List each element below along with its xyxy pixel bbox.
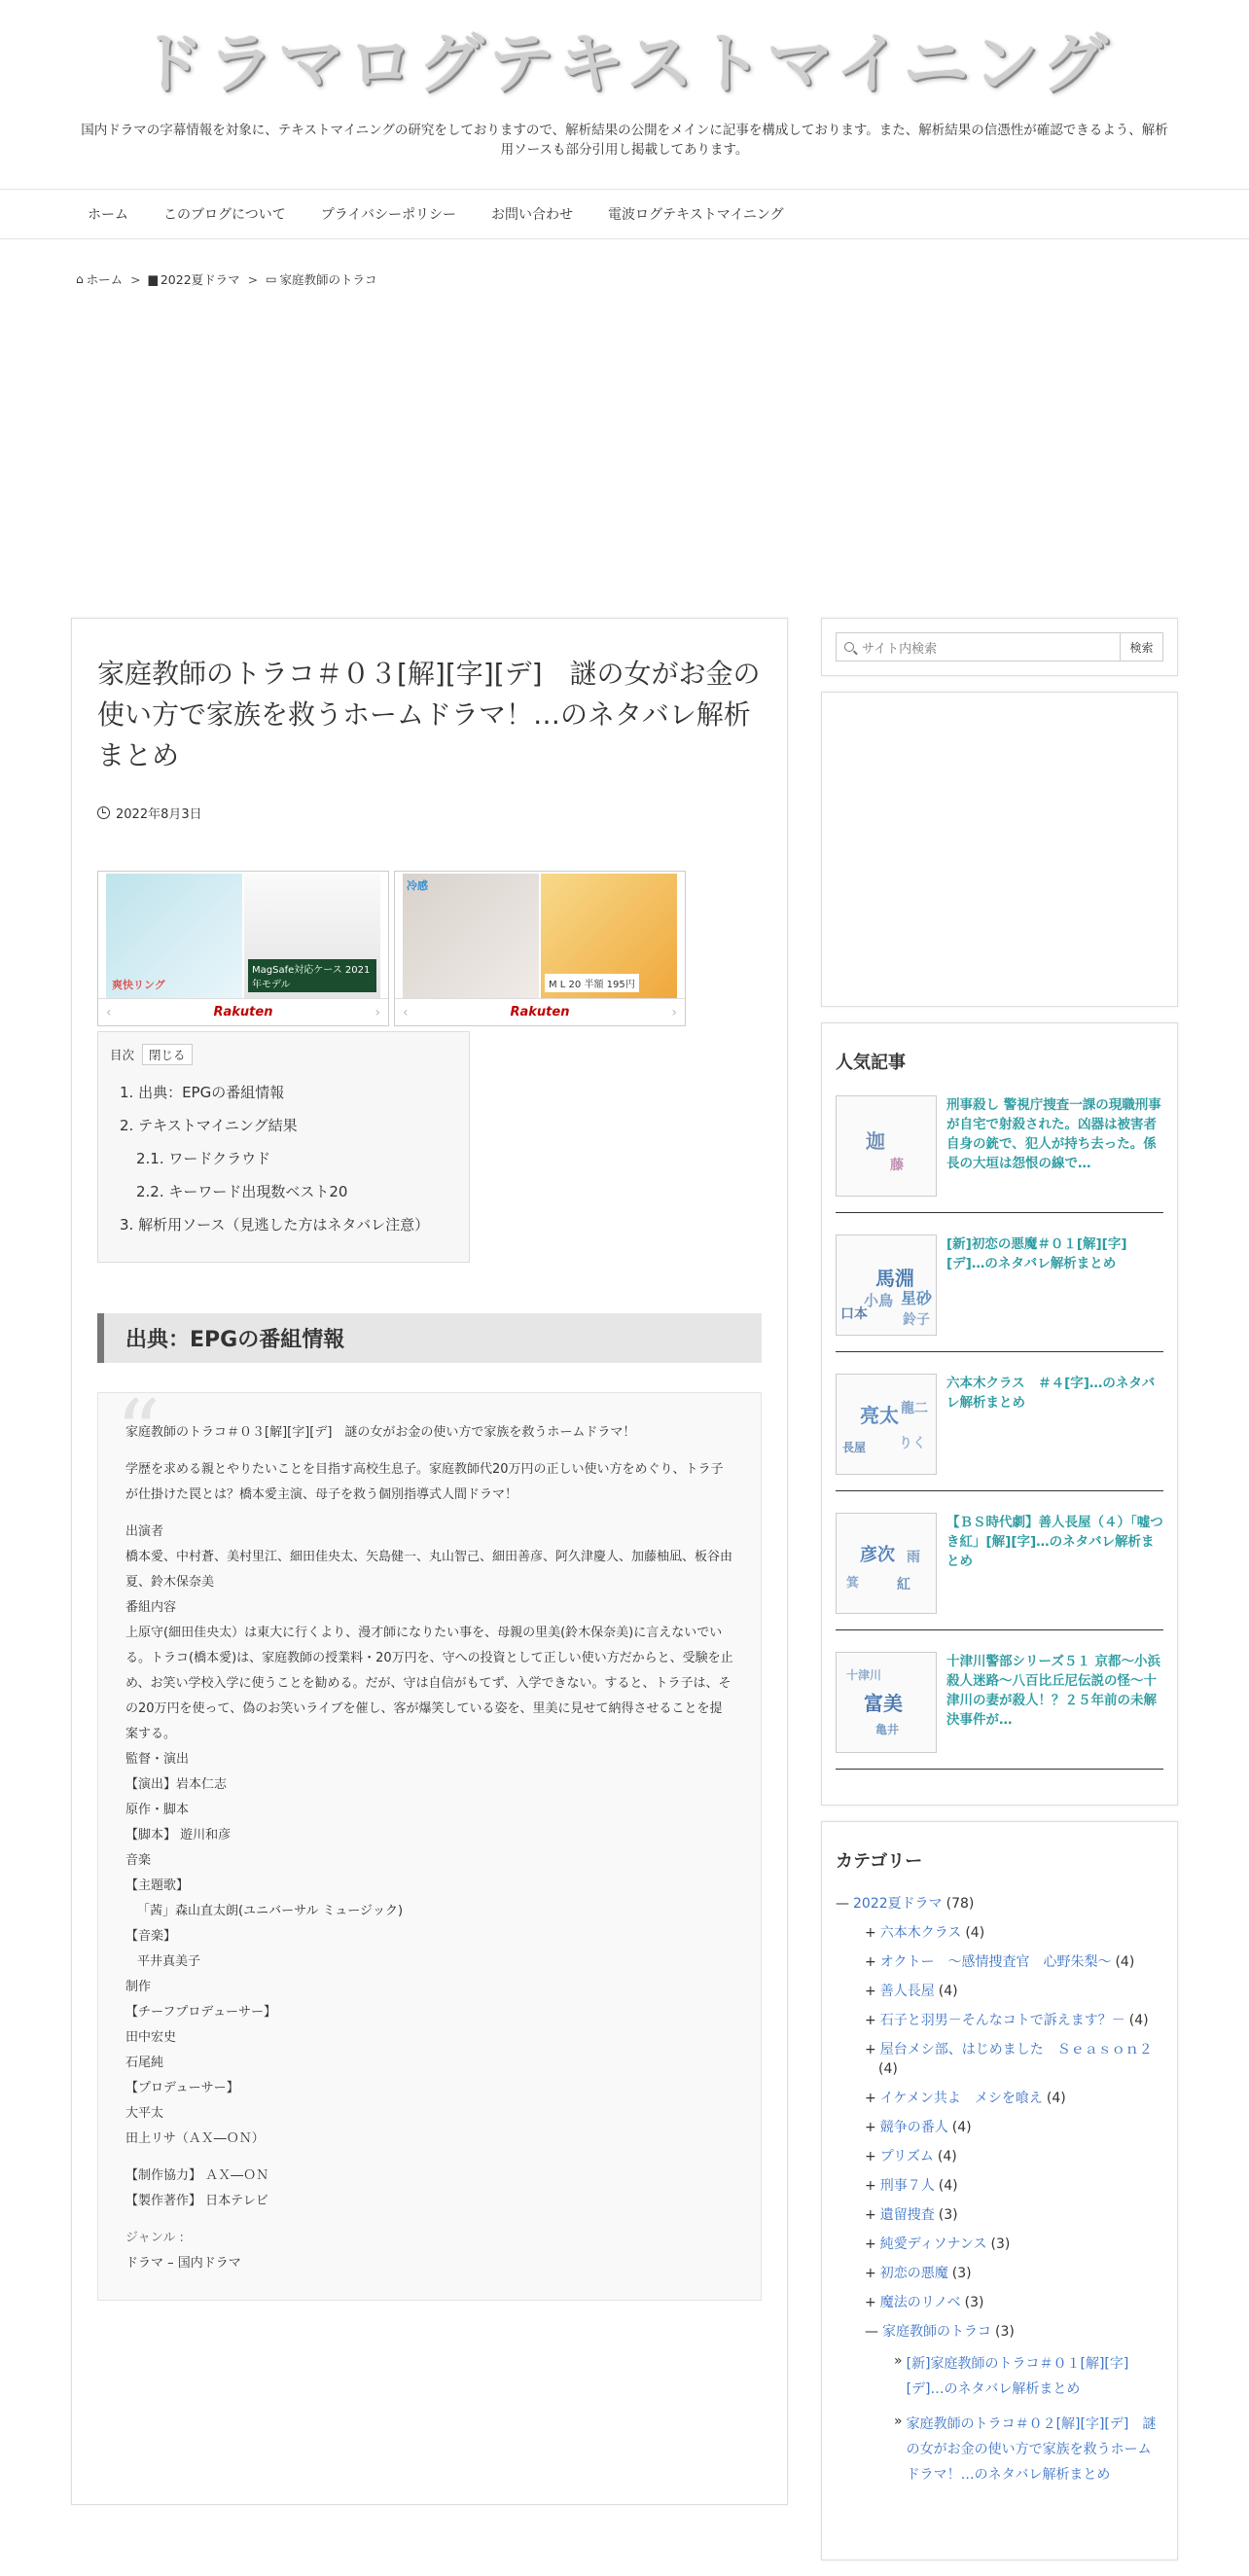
search-form — [836, 632, 1163, 662]
category-count: (3) — [964, 2295, 984, 2310]
cloud-word: 星砂 — [901, 1289, 933, 1307]
wordcloud-thumbnail[interactable] — [836, 1652, 937, 1753]
cloud-word: 鈴子 — [903, 1312, 930, 1328]
site-logo[interactable]: ドラマログテキストマイニング — [137, 25, 1112, 103]
wordcloud-thumbnail[interactable] — [836, 1513, 937, 1614]
category-post[interactable] — [836, 2412, 1163, 2487]
ad-banners — [97, 871, 762, 1026]
double-chevron-icon: » — [894, 2414, 903, 2429]
breadcrumb-category[interactable]: 2022夏ドラマ — [160, 272, 240, 287]
expand-icon[interactable]: + — [865, 2236, 876, 2252]
category-item[interactable] — [836, 2293, 1163, 2312]
expand-icon[interactable]: + — [865, 2207, 876, 2223]
epg-line: 音楽 — [125, 1853, 152, 1868]
popular-item-title[interactable]: [新]初恋の悪魔＃０１[解][字][デ]…のネタバレ解析まとめ — [946, 1236, 1127, 1271]
category-item[interactable] — [836, 2040, 1163, 2079]
nav-about[interactable]: このブログについて — [163, 207, 286, 223]
category-link[interactable]: 初恋の悪魔 — [879, 2266, 948, 2281]
category-item[interactable] — [836, 2118, 1163, 2137]
category-count: (4) — [1128, 2013, 1149, 2028]
category-item[interactable] — [836, 1923, 1163, 1943]
popular-item-title[interactable]: 【ＢＳ時代劇】善人長屋（４）「嘘つき紅」[解][字]…のネタバレ解析まとめ — [946, 1515, 1163, 1569]
ad-image-supplement[interactable] — [541, 874, 677, 998]
epg-line: 【主題歌】 — [125, 1878, 190, 1893]
breadcrumb-separator: > — [130, 271, 141, 287]
epg-details — [125, 1520, 733, 2152]
epg-production — [125, 2164, 733, 2214]
rakuten-logo: Rakuten — [510, 1005, 570, 1020]
nav-privacy[interactable]: プライバシーポリシー — [320, 207, 457, 223]
chevron-right-icon[interactable]: › — [375, 1004, 380, 1020]
category-link[interactable]: 屋台メシ部、はじめました Ｓｅａｓｏｎ２ — [879, 2042, 1153, 2057]
category-count: (4) — [951, 2120, 972, 2135]
clock-icon — [97, 806, 110, 819]
ad-caption: MagSafe対応ケース 2021年モデル — [248, 959, 376, 992]
epg-line: 「茜」森山直太朗(ユニバーサル ミュージック) — [137, 1904, 404, 1918]
epg-summary: 学歴を求める親とやりたいことを目指す高校生息子。家庭教師代20万円の正しい使い方をめぐり、トラ子が仕掛けた罠とは？橋本愛主演、母子を救う個別指導式人間ドラマ！ — [125, 1462, 724, 1502]
wordcloud-thumbnail[interactable] — [836, 1374, 937, 1475]
epg-genre — [125, 2226, 733, 2276]
popular-item[interactable] — [836, 1234, 1163, 1352]
article-title: 家庭教師のトラコ＃０３[解][字][デ] 謎の女がお金の使い方で家族を救うホームドラマ！…のネタバレ解析まとめ — [97, 658, 761, 771]
category-item[interactable] — [836, 2011, 1163, 2030]
category-item[interactable] — [836, 1952, 1163, 1972]
category-title: カテゴリー — [836, 1851, 923, 1872]
popular-item[interactable] — [836, 1095, 1163, 1213]
toc-item[interactable]: 2.2. キーワード出現数ベスト20 — [136, 1183, 348, 1200]
wordcloud-thumbnail[interactable] — [836, 1095, 937, 1197]
category-link[interactable]: 競争の番人 — [879, 2120, 948, 2135]
epg-line: 【演出】岩本仁志 — [125, 1777, 228, 1792]
search-placeholder: サイト内検索 — [862, 641, 938, 657]
breadcrumb-separator: > — [247, 271, 259, 287]
epg-line: 制作 — [125, 1980, 152, 1994]
category-list — [836, 1894, 1163, 2487]
expand-icon[interactable]: + — [865, 2149, 876, 2165]
home-icon: ⌂ — [76, 272, 84, 286]
cloud-word: 長屋 — [842, 1441, 867, 1454]
category-item[interactable] — [836, 2089, 1163, 2108]
cloud-word: 藤 — [890, 1158, 904, 1173]
popular-title: 人気記事 — [836, 1053, 906, 1073]
toc-item[interactable]: 2.1. ワードクラウド — [136, 1150, 271, 1167]
cloud-word: 亮太 — [860, 1404, 899, 1427]
search-input[interactable] — [836, 632, 1121, 662]
toc-item[interactable]: 3. 解析用ソース（見逃した方はネタバレ注意） — [120, 1216, 430, 1234]
category-link[interactable]: 善人長屋 — [879, 1984, 935, 1999]
epg-line: 平井真美子 — [137, 1954, 201, 1969]
cloud-word: 龍二 — [901, 1401, 928, 1416]
category-link[interactable]: プリズム — [879, 2149, 934, 2165]
category-post[interactable] — [836, 2351, 1163, 2402]
category-link[interactable]: 石子と羽男－そんなコトで訴えます？－ — [879, 2013, 1125, 2028]
category-link[interactable]: 遺留捜査 — [879, 2207, 935, 2223]
expand-icon[interactable]: + — [865, 2295, 876, 2310]
category-item[interactable] — [836, 1982, 1163, 2001]
breadcrumb-subcategory[interactable]: 家庭教師のトラコ — [279, 272, 377, 287]
chevron-right-icon[interactable]: › — [671, 1004, 677, 1020]
post-date-text: 2022年8月3日 — [116, 807, 202, 822]
toc-header — [110, 1044, 457, 1065]
ad-image-earbuds[interactable] — [244, 874, 380, 998]
post-date — [97, 804, 762, 822]
category-count: (78) — [946, 1896, 975, 1912]
category-post-link[interactable]: [新]家庭教師のトラコ＃０１[解][字][デ]…のネタバレ解析まとめ — [906, 2356, 1129, 2397]
category-count: (4) — [937, 2149, 957, 2165]
cloud-word: 彦次 — [860, 1545, 895, 1565]
category-count: (3) — [938, 2207, 958, 2223]
expand-icon[interactable]: + — [865, 1984, 876, 1999]
epg-line: 【音楽】 — [125, 1929, 177, 1944]
ad-caption: M L 20 半額 195円 — [545, 974, 639, 992]
epg-line: 番組内容 — [125, 1600, 177, 1615]
chevron-left-icon[interactable]: ‹ — [403, 1004, 409, 1020]
category-item[interactable] — [836, 2235, 1163, 2254]
cloud-word: 馬淵 — [875, 1267, 914, 1290]
epg-line: 上原守(細田佳央太）は東大に行くより、漫才師になりたい事を、母親の里美(鈴木保奈美)に言えないでいる。トラコ(橋本愛)は、家庭教師の授業料・20万円を、守への投資として正しい使い方だからと、受験を止め、お笑い学校入学に使うことを勧める。だが、守は自信がもてず、入学できない。すると、トラ子は、その20万円を使って、偽のお笑いライブを催し、客が爆笑している姿を、里美に見せて納得させることを提案する。 — [125, 1626, 733, 1741]
popular-item-title[interactable]: 六本木クラス ＃４[字]…のネタバレ解析まとめ — [946, 1376, 1156, 1411]
category-link[interactable]: 六本木クラス — [879, 1925, 962, 1941]
epg-line: 石尾純 — [125, 2056, 164, 2070]
epg-line: 【脚本】 遊川和彦 — [125, 1828, 232, 1843]
nav-contact[interactable]: お問い合わせ — [491, 207, 574, 223]
rakuten-logo: Rakuten — [213, 1005, 273, 1020]
epg-line: 【プロデューサー】 — [125, 2081, 239, 2095]
toc-close-button[interactable]: 閉じる — [142, 1044, 193, 1065]
epg-line: 【製作著作】 日本テレビ — [125, 2194, 268, 2208]
cloud-word: 富美 — [864, 1692, 903, 1715]
main-article — [71, 618, 788, 2505]
sidebar — [821, 618, 1178, 2576]
category-count: (4) — [1046, 2091, 1066, 2106]
popular-item-title[interactable]: 十津川警部シリーズ５１ 京都～小浜殺人迷路～八百比丘尼伝説の怪～十津川の妻が殺人！？２５年前の未解決事件が… — [946, 1654, 1161, 1728]
double-chevron-icon: » — [894, 2353, 903, 2369]
expand-icon[interactable]: + — [865, 2013, 876, 2028]
category-count: (3) — [995, 2324, 1015, 2340]
category-item[interactable] — [836, 2205, 1163, 2225]
epg-line: 原作・脚本 — [125, 1803, 190, 1817]
cloud-word: 雨 — [907, 1550, 920, 1565]
popular-item-title[interactable]: 刑事殺し 警視庁捜査一課の現職刑事が自宅で射殺された。凶器は被害者自身の銃で、犯人が持ち去った。係長の大垣は怨恨の線で… — [946, 1097, 1161, 1171]
epg-line: 田中宏史 — [125, 2030, 177, 2045]
breadcrumb-home[interactable]: ホーム — [86, 272, 124, 287]
toc-list — [110, 1083, 457, 1234]
category-widget — [821, 1821, 1178, 2560]
search-widget — [821, 618, 1178, 676]
rakuten-ad-1[interactable] — [97, 871, 389, 1026]
search-icon — [844, 642, 854, 652]
site-header — [0, 0, 1249, 304]
category-item[interactable] — [836, 2322, 1163, 2342]
ad-widget — [821, 692, 1178, 1007]
ad-image-neck-ring[interactable] — [106, 874, 242, 998]
category-link[interactable]: 2022夏ドラマ — [853, 1896, 943, 1912]
cloud-word: 箕 — [846, 1576, 860, 1591]
expand-icon[interactable]: + — [865, 1925, 876, 1941]
epg-line: 監督・演出 — [125, 1752, 190, 1767]
logo-area — [0, 0, 1249, 107]
category-count: (4) — [965, 1925, 985, 1941]
cloud-word: りく — [899, 1436, 926, 1451]
category-item[interactable] — [836, 2264, 1163, 2283]
epg-line: 出演者 — [125, 1524, 164, 1539]
category-count: (4) — [938, 2178, 958, 2194]
ad-footer — [395, 998, 685, 1025]
chevron-left-icon[interactable]: ‹ — [106, 1004, 112, 1020]
category-link[interactable]: 魔法のリノベ — [879, 2295, 961, 2310]
cloud-word: 迦 — [866, 1129, 885, 1153]
expand-icon[interactable]: + — [865, 2120, 876, 2135]
site-tagline: 国内ドラマの字幕情報を対象に、テキストマイニングの研究をしておりますので、解析結果の公開をメインに記事を構成しております。また、解析結果の信憑性が確認できるよう、解析用ソースも部分引用し掲載してあります。 — [81, 123, 1168, 158]
quote-icon: “ — [116, 1381, 161, 1484]
cloud-word: 小鳥 — [864, 1292, 894, 1309]
category-link[interactable]: 刑事７人 — [879, 2178, 935, 2194]
popular-item[interactable] — [836, 1374, 1163, 1491]
global-nav — [0, 189, 1249, 239]
expand-icon[interactable]: + — [865, 2091, 876, 2106]
category-link[interactable]: 家庭教師のトラコ — [882, 2324, 991, 2340]
category-count: (3) — [990, 2236, 1011, 2252]
category-item[interactable] — [836, 1894, 1163, 1914]
category-count: (3) — [951, 2266, 972, 2281]
ad-caption: 爽快リング — [112, 979, 165, 991]
category-link[interactable]: 純愛ディソナンス — [879, 2236, 987, 2252]
toc-item[interactable]: 2. テキストマイニング結果 — [120, 1117, 298, 1134]
popular-item[interactable] — [836, 1652, 1163, 1770]
section-heading-source: 出典：EPGの番組情報 — [97, 1313, 762, 1363]
category-link[interactable]: オクトー ～感情捜査官 心野朱梨～ — [879, 1954, 1112, 1970]
epg-line: 【制作協力】 ＡＸ―ＯＮ — [125, 2168, 269, 2183]
category-post-link[interactable]: 家庭教師のトラコ＃０２[解][字][デ] 謎の女がお金の使い方で家族を救うホームドラマ！…のネタバレ解析まとめ — [906, 2416, 1157, 2483]
expand-icon[interactable]: + — [865, 2042, 876, 2057]
category-count: (4) — [878, 2061, 898, 2077]
category-item[interactable] — [836, 2176, 1163, 2196]
collapse-icon[interactable]: — — [836, 1896, 849, 1912]
ad-image-mask[interactable] — [403, 874, 539, 998]
epg-line: 大平太 — [125, 2106, 164, 2121]
cloud-word: 口本 — [840, 1306, 868, 1322]
toc-label: 目次 — [110, 1048, 135, 1062]
epg-line: 【チーフプロデューサー】 — [125, 2005, 276, 2020]
collapse-icon[interactable]: — — [865, 2324, 878, 2340]
breadcrumb — [0, 255, 1249, 304]
toc-item[interactable]: 1. 出典：EPGの番組情報 — [120, 1084, 285, 1101]
expand-icon[interactable]: + — [865, 2178, 876, 2194]
category-item[interactable] — [836, 2147, 1163, 2166]
epg-line: 田上リサ（ＡＸ―ＯＮ） — [125, 2131, 265, 2146]
category-count: (4) — [938, 1984, 958, 1999]
folder-open-icon: ▭ — [266, 272, 277, 286]
nav-home[interactable]: ホーム — [88, 207, 128, 223]
expand-icon[interactable]: + — [865, 1954, 876, 1970]
rakuten-ad-2[interactable] — [394, 871, 686, 1026]
epg-quote-box — [97, 1381, 762, 2301]
epg-headline: 家庭教師のトラコ＃０３[解][字][デ] 謎の女がお金の使い方で家族を救うホームドラマ！ — [125, 1425, 636, 1440]
ad-caption: 冷感 — [407, 879, 428, 892]
ad-footer — [98, 998, 388, 1025]
cloud-word: 亀井 — [875, 1723, 900, 1736]
expand-icon[interactable]: + — [865, 2266, 876, 2281]
nav-denpa-log[interactable]: 電波ログテキストマイニング — [608, 207, 784, 223]
epg-line: 橋本愛、中村蒼、美村里江、細田佳央太、矢島健一、丸山智己、細田善彦、阿久津慶人、加藤柚凪、板谷由夏、鈴木保奈美 — [125, 1550, 733, 1590]
popular-posts-widget — [821, 1022, 1178, 1806]
category-link[interactable]: イケメン共よ メシを喰え — [879, 2091, 1043, 2106]
folder-icon: ▆ — [148, 272, 158, 286]
genre-label: ジャンル : — [125, 2231, 184, 2245]
category-count: (4) — [1115, 1954, 1135, 1970]
cloud-word: 十津川 — [846, 1668, 882, 1682]
genre-value: ドラマ – 国内ドラマ — [125, 2256, 241, 2271]
wordcloud-thumbnail[interactable] — [836, 1234, 937, 1336]
table-of-contents — [97, 1031, 470, 1263]
cloud-word: 紅 — [897, 1577, 910, 1592]
search-button[interactable]: 検索 — [1121, 632, 1163, 662]
popular-item[interactable] — [836, 1513, 1163, 1630]
